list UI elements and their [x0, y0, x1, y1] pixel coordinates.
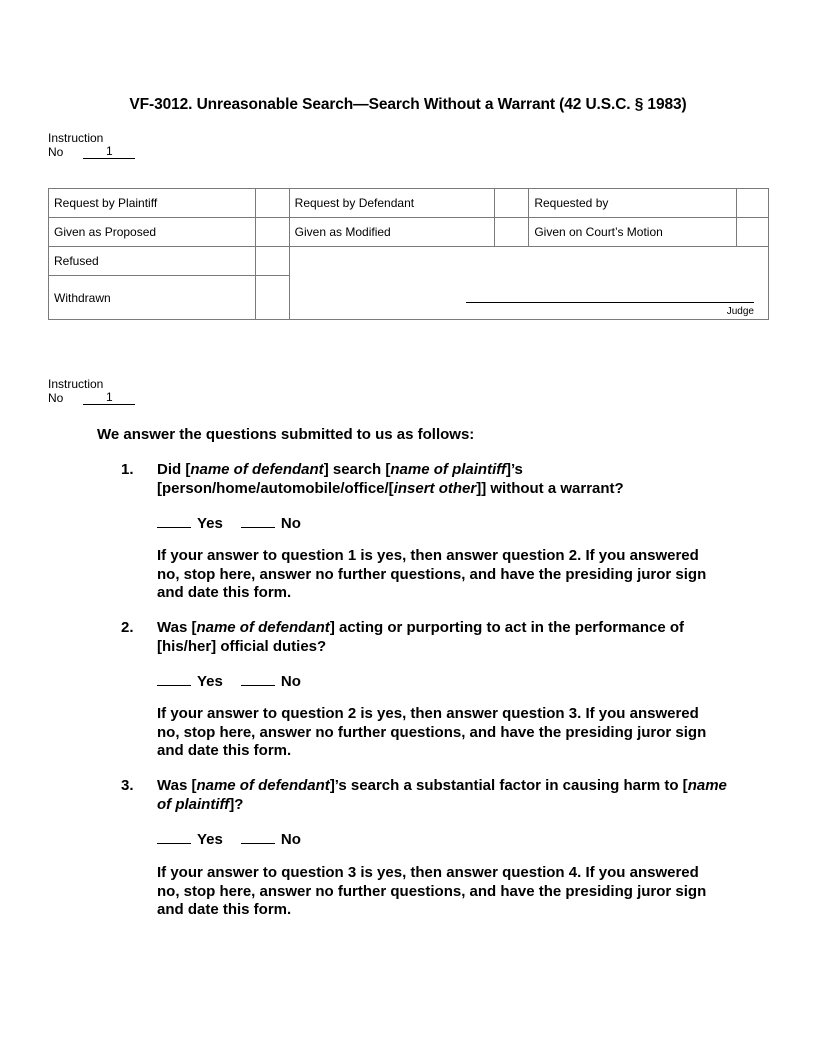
question-text: Was [name of defendant] acting or purporting to act in the performance of [his/her] official duties? [157, 619, 684, 655]
instruction-label: Instruction [48, 131, 104, 145]
answer-options [157, 671, 301, 690]
question-number: 2. [121, 619, 134, 636]
no-label: No [280, 831, 301, 848]
label-given-as-proposed: Given as Proposed [49, 218, 256, 247]
follow-up-instruction: If your answer to question 1 is yes, then answer question 2. If you answered no, stop here, answer no further questions, and have the presiding juror sign and date this form. [157, 547, 707, 601]
label-given-as-modified: Given as Modified [289, 218, 495, 247]
label-given-on-courts-motion: Given on Court’s Motion [529, 218, 737, 247]
no-label: No [280, 515, 301, 532]
checkbox-request-by-plaintiff[interactable] [255, 189, 289, 218]
no-label: No [280, 673, 301, 690]
checkbox-given-as-proposed[interactable] [255, 218, 289, 247]
follow-up-instruction: If your answer to question 2 is yes, then answer question 3. If you answered no, stop here, answer no further questions, and have the presiding juror sign and date this form. [157, 705, 707, 759]
question-number: 1. [121, 461, 134, 478]
label-refused: Refused [49, 247, 256, 276]
yes-blank[interactable] [157, 829, 191, 844]
yes-blank[interactable] [157, 513, 191, 528]
no-blank[interactable] [241, 671, 275, 686]
question-text: Was [name of defendant]’s search a substantial factor in causing harm to [name of plaintiff]? [157, 777, 727, 813]
no-blank[interactable] [241, 829, 275, 844]
document-title: VF-3012. Unreasonable Search—Search Without a Warrant (42 U.S.C. § 1983) [129, 96, 687, 113]
label-withdrawn: Withdrawn [49, 276, 256, 320]
instruction-number-block [48, 131, 135, 159]
judge-label: Judge [726, 306, 754, 317]
follow-up-instruction: If your answer to question 3 is yes, then answer question 4. If you answered no, stop here, answer no further questions, and have the presiding juror sign and date this form. [157, 864, 707, 918]
form-intro: We answer the questions submitted to us as follows: [97, 426, 475, 443]
checkbox-request-by-defendant[interactable] [495, 189, 529, 218]
label-request-by-defendant: Request by Defendant [289, 189, 495, 218]
no-blank[interactable] [241, 513, 275, 528]
request-status-table [48, 188, 769, 320]
label-request-by-plaintiff: Request by Plaintiff [49, 189, 256, 218]
question-text: Did [name of defendant] search [name of plaintiff]’s [person/home/automobile/office/[insert other]] without a warrant? [157, 461, 624, 497]
instruction-no-label-2: No [48, 391, 64, 405]
instruction-number-block-2 [48, 377, 135, 405]
label-requested-by: Requested by [529, 189, 737, 218]
checkbox-withdrawn[interactable] [255, 276, 289, 320]
checkbox-requested-by[interactable] [737, 189, 769, 218]
judge-signature-cell [289, 247, 768, 320]
instruction-no-field-2[interactable]: 1 [83, 391, 135, 405]
question-number: 3. [121, 777, 134, 794]
instruction-no-field[interactable]: 1 [83, 145, 135, 159]
judge-signature-line[interactable] [466, 302, 754, 303]
yes-label: Yes [197, 831, 223, 848]
yes-blank[interactable] [157, 671, 191, 686]
instruction-no-label: No [48, 145, 64, 159]
instruction-label-2: Instruction [48, 377, 104, 391]
answer-options [157, 829, 301, 848]
checkbox-given-on-courts-motion[interactable] [737, 218, 769, 247]
yes-label: Yes [197, 515, 223, 532]
answer-options [157, 513, 301, 532]
checkbox-given-as-modified[interactable] [495, 218, 529, 247]
yes-label: Yes [197, 673, 223, 690]
checkbox-refused[interactable] [255, 247, 289, 276]
